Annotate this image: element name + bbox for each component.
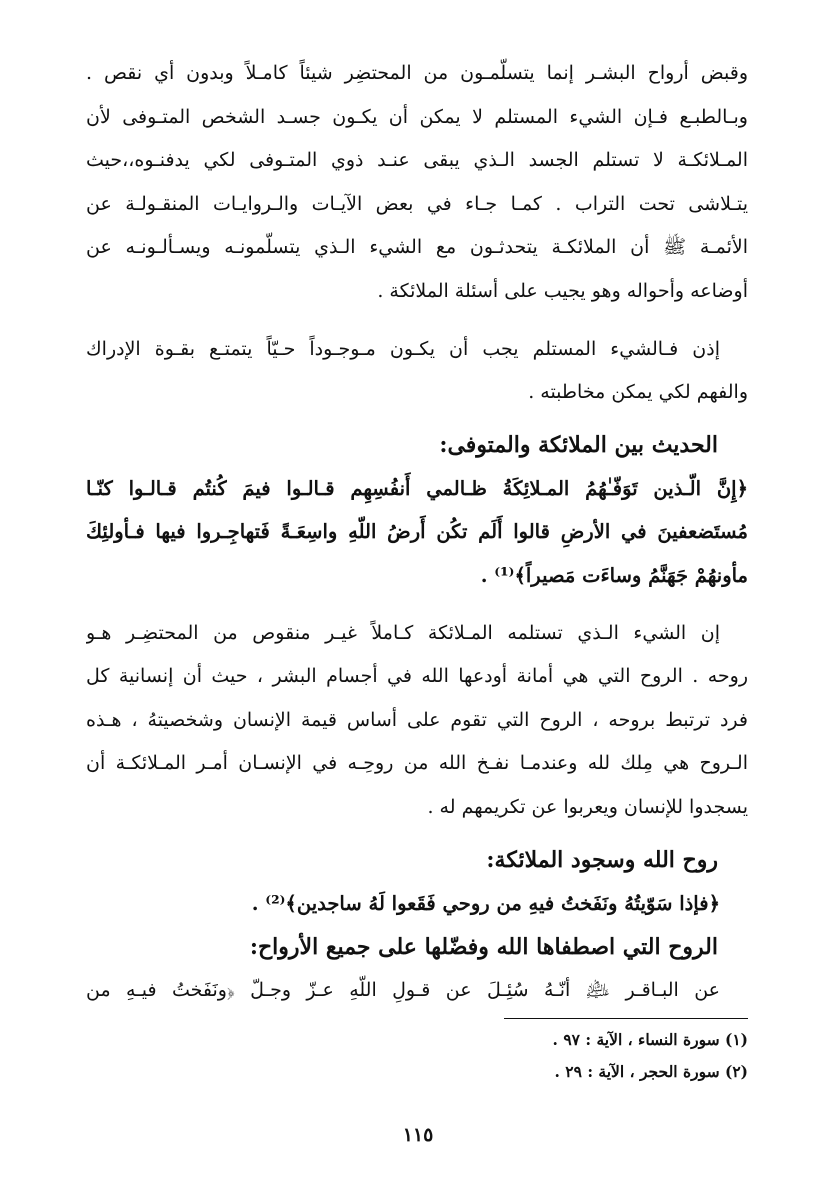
verse-line: مُستَضعفينَ في الأرضِ قالوا أَلَم تكُن أَرضُ اللّهِ واسِعَـةً فَتهاجِـروا فيها فـأولئِكَ (86, 520, 748, 544)
text-line: والفهم لكي يمكن مخاطبته . (528, 381, 748, 404)
text-line: إذن فـالشيء المستلم يجب أن يكـون مـوجـوداً حـيّاً يتمتـع بقـوة الإدراك (86, 337, 720, 360)
section-heading: الروح التي اصطفاها الله وفضّلها على جميع الأرواح: (249, 934, 718, 961)
text-line: روحه . الروح التي هي أمانة أودعها الله في أجسام البشر ، حيث أن إنسانية كل (86, 665, 748, 688)
quran-verse (86, 467, 748, 598)
text-line: يسجدوا للإنسان ويعربوا عن تكريمهم له . (427, 795, 748, 818)
paragraph-1 (86, 52, 748, 314)
paragraph-gap (86, 415, 748, 423)
section-heading: روح الله وسجود الملائكة: (486, 846, 718, 873)
paragraph-gap (86, 314, 748, 328)
footnote: (٢) سورة الحجر ، الآية : ٢٩ . (554, 1062, 748, 1081)
paragraph-gap (86, 598, 748, 612)
text-line: أوضاعه وأحواله وهو يجيب على أسئلة الملائكة . (377, 279, 748, 302)
paragraph-3 (86, 612, 748, 830)
page-number: ١١٥ (402, 1124, 434, 1146)
verse-line: ﴿إِنَّ الّـذين تَوَفّـٰهُمُ المـلائِكَةُ ظـالمي أَنفُسِهِم قـالـوا فيمَ كُنتُم قـالـوا كنّـا (86, 476, 748, 500)
page-body (86, 52, 748, 1013)
text-line: الـروح هي مِلك لله وعندمـا نفـخ الله من روحِـه في الإنسـان أمـر المـلائكـة أن (86, 752, 748, 775)
text-line: عن البـاقـر ﵇ أنّـهُ سُئِـلَ عن قـولِ اللّهِ عـزّ وجـلّ ﴿ونَفَختُ فيـهِ من (86, 979, 720, 1002)
footnote-divider (504, 1018, 748, 1019)
text-line: الأئمـة ﷺ أن الملائكـة يتحدثـون مع الشيء الـذي يتسلّمونـه ويسـألـونـه عن (86, 236, 748, 259)
paragraph-gap (86, 830, 748, 838)
footnote: (١) سورة النساء ، الآية : ٩٧ . (552, 1030, 748, 1049)
paragraph-2 (86, 328, 748, 415)
quran-verse: ﴿فإذا سَوّيتُهُ ونَفَختُ فيهِ من روحي فَقَعوا لَهُ ساجدين﴾⁽²⁾ . (251, 891, 720, 915)
text-line: وقبض أرواح البشـر إنما يتسلّمـون من المحتضِر شيئاً كامـلاً وبدون أي نقص . (86, 62, 748, 84)
text-line: المـلائكـة لا تستلم الجسد الـذي يبقى عنـد ذوي المتـوفى لكي يدفنـوه،،حيث (86, 149, 748, 172)
text-line: وبـالطبـع فـإن الشيء المستلم لا يمكن أن يكـون جسـد الشخص المتـوفى لأن (86, 105, 748, 128)
verse-line: مأونهُمْ جَهَنَّمُ وساءَت مَصيراً﴾⁽¹⁾ . (480, 563, 748, 587)
text-line: إن الشيء الـذي تستلمه المـلائكة كـاملاً غيـر منقوص من المحتضِـر هـو (86, 621, 720, 644)
text-line: يتـلاشى تحت التراب . كمـا جـاء في بعض الآيـات والـروايـات المنقـولـة عن (86, 192, 748, 215)
section-heading: الحديث بين الملائكة والمتوفى: (439, 431, 718, 458)
footnotes (86, 1024, 748, 1088)
text-line: فرد ترتبط بروحه ، الروح التي تقوم على أساس قيمة الإنسان وشخصيتهُ ، هـذه (86, 708, 748, 731)
